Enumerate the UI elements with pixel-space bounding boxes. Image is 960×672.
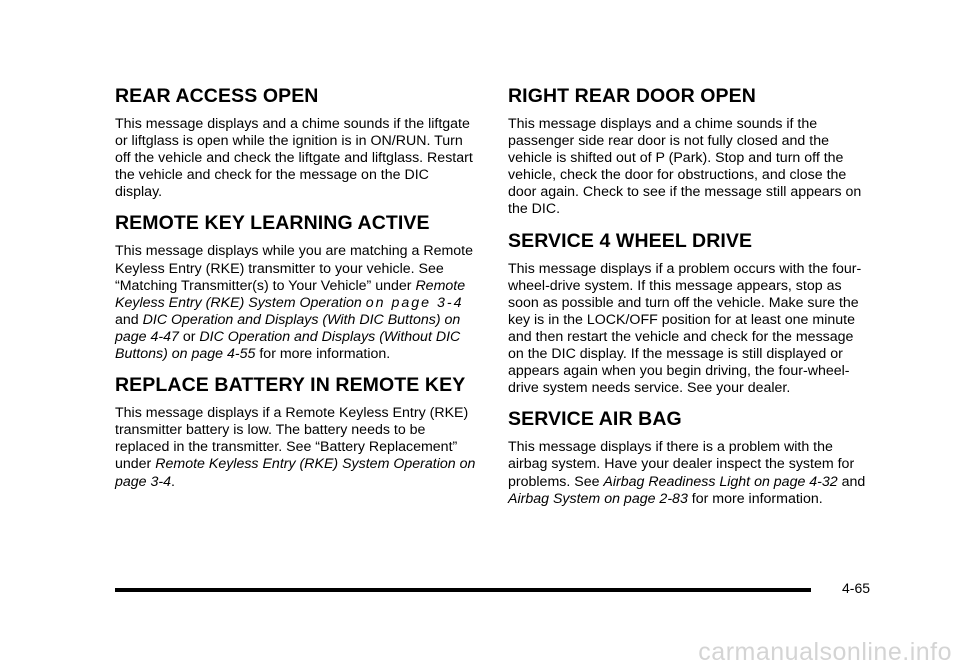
watermark: carmanualsonline.info [698, 638, 952, 666]
body-text: and [115, 311, 143, 328]
body-text: . [171, 473, 175, 490]
page-reference[interactable]: on page 4-47 [115, 311, 461, 345]
section-body: This message displays and a chime sounds if the passenger side rear door is not fully closed and the vehicle is shifted out of P (Park). Stop and turn off the vehicle, check the door for obstructions, and close the door again. Check to see if the message still appears on the DIC. [508, 116, 862, 218]
section-body: This message displays if a problem occurs with the four-wheel-drive system. If this message appears, stop as soon as possible and turn off the vehicle. Make sure the key is in the LOCK/OFF position for at least one minute and then restart the vehicle and check for the message on the DIC display. If the message is still displayed or appears again when you begin driving, the four-wheel-drive system needs service. See your dealer. [508, 260, 862, 397]
section-remote-key-learning [115, 211, 477, 363]
footer-rule [115, 588, 811, 592]
section-body [115, 243, 477, 363]
cross-reference-link[interactable]: Airbag System [508, 490, 601, 507]
right-column [508, 84, 870, 516]
section-heading: REMOTE KEY LEARNING ACTIVE [115, 212, 430, 235]
section-replace-battery [115, 373, 477, 490]
section-rear-access-open [115, 84, 477, 201]
section-body [115, 405, 477, 490]
body-text: This message displays while you are matching a Remote Keyless Entry (RKE) transmitter to your vehicle. See “Matching Transmitter(s) to Your Vehicle” under [115, 243, 474, 294]
body-text: or [178, 328, 200, 345]
page-reference[interactable]: on page 3-4 [365, 294, 464, 311]
section-body: This message displays and a chime sounds if the liftgate or liftglass is open while the ignition is in ON/RUN. Turn off the vehicle and check the liftgate and liftglass. Restart the vehicle and check for the message on the DIC display. [115, 116, 473, 201]
cross-reference-link[interactable]: Remote Keyless Entry (RKE) System Operation on page 3-4 [115, 456, 476, 490]
left-column [115, 84, 477, 499]
section-service-4wd [508, 229, 870, 398]
page-reference[interactable]: on page 4-55 [167, 346, 256, 363]
body-text: and [837, 473, 866, 490]
cross-reference-link[interactable]: DIC Operation and Displays (Without DIC Buttons) [115, 328, 461, 363]
section-service-air-bag [508, 407, 870, 507]
body-text: for more information. [255, 346, 391, 363]
cross-reference-link[interactable]: Airbag Readiness Light [603, 473, 751, 490]
section-heading: REPLACE BATTERY IN REMOTE KEY [115, 374, 466, 397]
cross-reference-link[interactable]: DIC Operation and Displays (With DIC Buttons) [142, 311, 441, 328]
page-reference[interactable]: on page 2-83 [600, 490, 688, 507]
section-body [508, 439, 870, 507]
body-text: This message displays if a Remote Keyless Entry (RKE) transmitter battery is low. The battery needs to be replaced in the transmitter. See “Battery Replacement” under [115, 405, 469, 473]
section-heading: REAR ACCESS OPEN [115, 85, 319, 107]
section-heading: SERVICE AIR BAG [508, 408, 682, 431]
body-text: This message displays if there is a problem with the airbag system. Have your dealer inspect the system for problems. See [508, 439, 855, 490]
section-heading: RIGHT REAR DOOR OPEN [508, 85, 756, 107]
body-text: for more information. [687, 490, 823, 507]
page-number: 4-65 [842, 580, 871, 596]
section-right-rear-door [508, 84, 870, 219]
cross-reference-link[interactable]: Remote Keyless Entry (RKE) System Operation [115, 277, 466, 311]
page-reference[interactable]: on page 4-32 [750, 473, 838, 490]
section-heading: SERVICE 4 WHEEL DRIVE [508, 229, 753, 252]
